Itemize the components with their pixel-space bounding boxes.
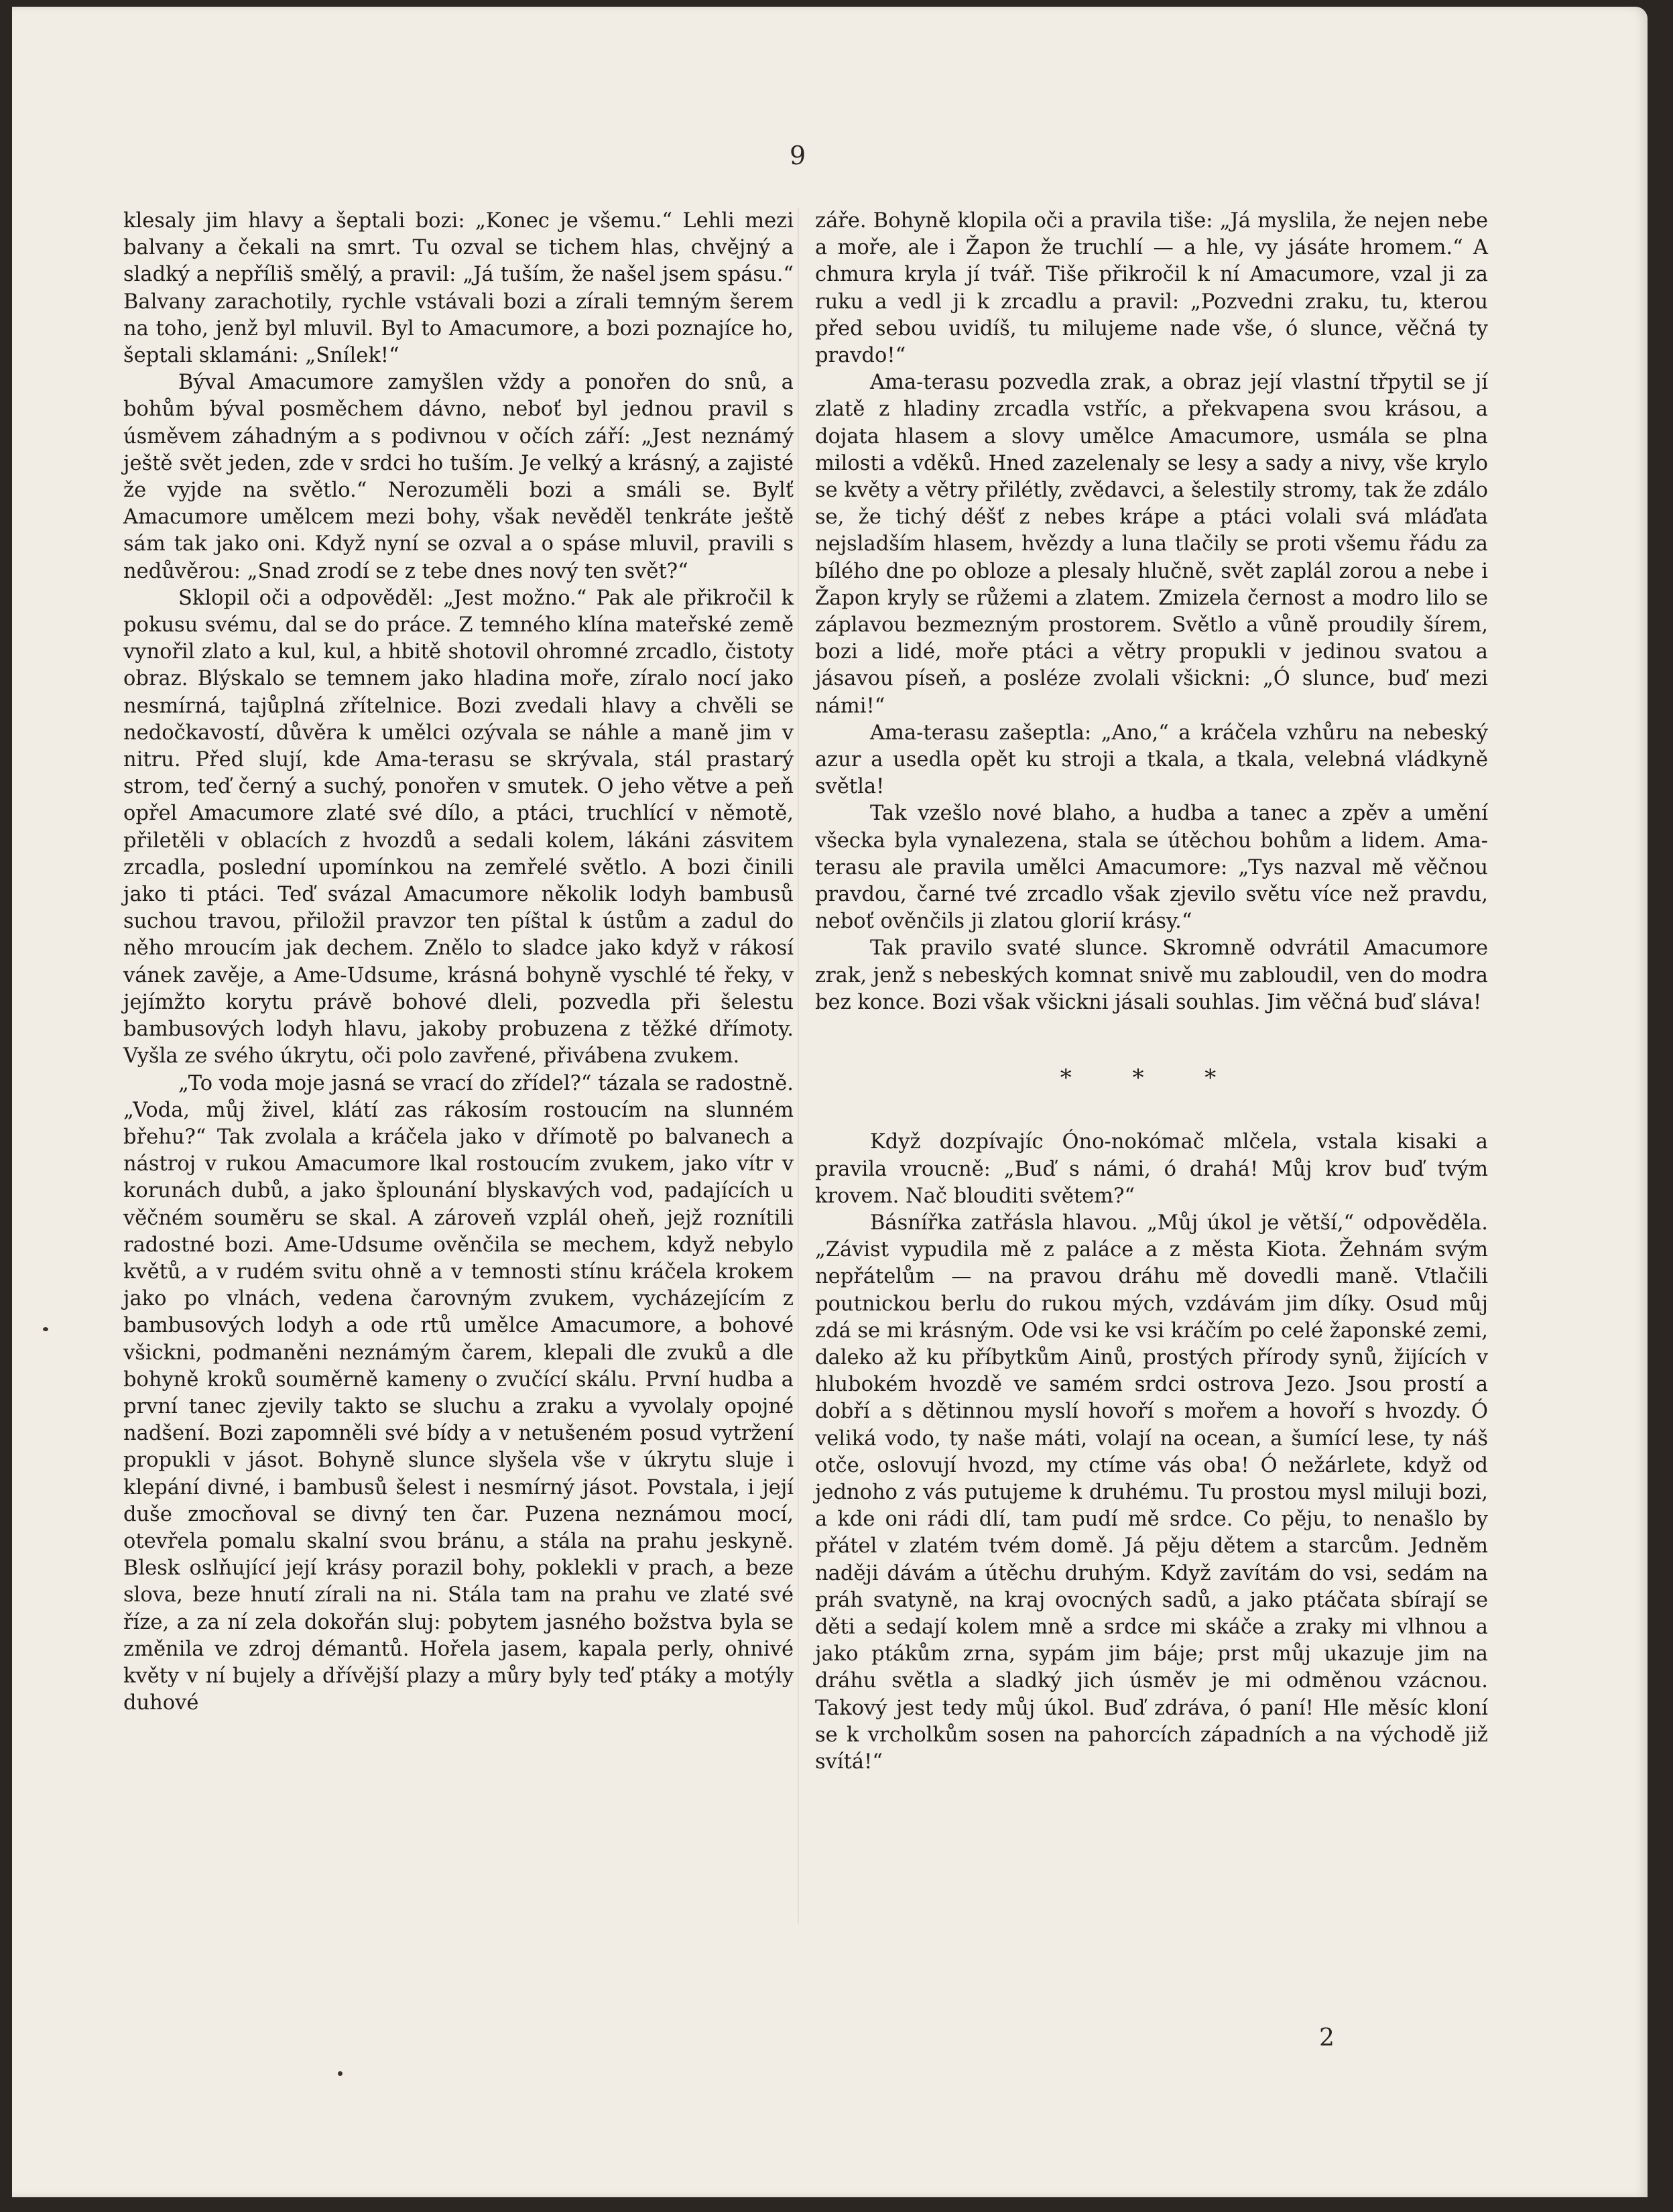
- right-column: [815, 208, 1488, 1776]
- paragraph: klesaly jim hlavy a šeptali bozi: „Konec je všemu.“ Lehli mezi balvany a čekali na smrt. Tu ozval se tichem hlas, chvějný a sladký a nepříliš smělý, a pravil: „Já tuším, že našel jsem spásu.“ Balvany zarachotily, rychle vstávali bozi a zírali temným šerem na toho, jenž byl mluvil. Byl to Amacumore, a bozi poznajíce ho, šeptali sklamáni: „Snílek!“: [123, 209, 794, 368]
- page-number: 9: [790, 141, 806, 170]
- paragraph: Tak pravilo svaté slunce. Skromně odvrátil Amacumore zrak, jenž s nebeských komnat snivě mu zabloudil, ven do modra bez konce. Bozi však všickni jásali souhlas. Jim věčná buď sláva!: [815, 936, 1488, 1014]
- paragraph: Když dozpívajíc Óno-nokómač mlčela, vstala kisaki a pravila vroucně: „Buď s námi, ó drahá! Můj krov buď tvým krovem. Nač blouditi světem?“: [815, 1130, 1488, 1208]
- sheet-signature-number: 2: [1319, 2024, 1335, 2052]
- paragraph: Ama-terasu pozvedla zrak, a obraz její vlastní třpytil se jí zlatě z hladiny zrcadla vstříc, a překvapena svou krásou, a dojata hlasem a slovy umělce Amacumore, usmála se plna milosti a vděků. Hned zazelenaly se lesy a sady a nivy, vše krylo se květy a větry přilétly, zvědavci, a šelestily stromy, tak že zdálo se, že tichý déšť z nebes krápe a ptáci volali svá mláďata nejsladším hlasem, hvězdy a luna tlačily se proti všemu řádu za bílého dne po obloze a plesaly hlučně, svět zaplál zorou a nebe i Žapon kryly se růžemi a zlatem. Zmizela černost a modro lilo se záplavou bezmezným prostorem. Světlo a vůně proudily šírem, bozi a lidé, moře ptáci a větry propukli v jedinou svatou a jásavou píseň, a posléze zvolali všickni: „Ó slunce, buď mezi námi!“: [815, 371, 1488, 718]
- paragraph: Ama-terasu zašeptla: „Ano,“ a kráčela vzhůru na nebeský azur a usedla opět ku stroji a tkala, a tkala, velebná vládkyně světla!: [815, 721, 1488, 799]
- section-break-asterism: * * *: [1060, 1064, 1243, 1092]
- paragraph: Sklopil oči a odpověděl: „Jest možno.“ Pak ale přikročil k pokusu svému, dal se do práce. Z temného klína mateřské země vynořil zlato a kul, kul, a hbitě shotovil ohromné zrcadlo, čistoty obraz. Blýskalo se temnem jako hladina moře, zíralo nocí jako nesmírná, tajůplná zřítelnice. Bozi zvedali hlavy a chvěli se nedočkavostí, důvěra k umělci ozývala se náhle a maně jim v nitru. Před slují, kde Ama-terasu se skrývala, stál prastarý strom, teď černý a suchý, ponořen v smutek. O jeho větve a peň opřel Amacumore zlaté své dílo, a ptáci, truchlící v němotě, přiletěli v oblacích z hvozdů a sedali kolem, lákáni zásvitem zrcadla, poslední upomínkou na zemřelé světlo. A bozi činili jako ti ptáci. Teď svázal Amacumore několik lodyh bambusů suchou travou, přiložil pravzor ten píštal k ústům a zadul do něho mroucím jak dechem. Znělo to sladce jako když v rákosí vánek zavěje, a Ame-Udsume, krásná bohyně vyschlé té řeky, v jejímžto korytu právě bohové dleli, pozvedla při šelestu bambusových lodyh hlavu, jakoby probuzena z těžké dřímoty. Vyšla ze svého úkrytu, oči polo zavřené, přivábena zvukem.: [123, 586, 794, 1068]
- ink-speck: [43, 1327, 48, 1331]
- column-divider: [798, 208, 799, 1924]
- left-column: [123, 208, 794, 1717]
- ink-speck: [338, 2071, 343, 2076]
- paragraph: Býval Amacumore zamyšlen vždy a ponořen do snů, a bohům býval posměchem dávno, neboť byl jednou pravil s úsměvem záhadným a s podivnou v očích září: „Jest neznámý ještě svět jeden, zde v srdci ho tuším. Je velký a krásný, a zajisté že vyjde na světlo.“ Nerozuměli bozi a smáli se. Bylť Amacumore umělcem mezi bohy, však nevěděl tenkráte ještě sám tak jako oni. Když nyní se ozval a o spáse mluvil, pravili s nedůvěrou: „Snad zrodí se z tebe dnes nový ten svět?“: [123, 371, 794, 583]
- paragraph: Básnířka zatřásla hlavou. „Můj úkol je větší,“ odpověděla. „Závist vypudila mě z paláce a z města Kiota. Žehnám svým nepřátelům — na pravou dráhu mě dovedli maně. Vtlačili poutnickou berlu do rukou mých, vzdávám jim díky. Osud můj zdá se mi krásným. Ode vsi ke vsi kráčím po celé žaponské zemi, daleko až ku příbytkům Ainů, prostých přírody synů, žijících v hlubokém hvozdě ve samém srdci ostrova Jezo. Jsou prostí a dobří a s dětinnou myslí hovoří s mořem a hovoří s hvozdy. Ó veliká vodo, ty naše máti, volají na ocean, a šumící lese, ty náš otče, oslovují hvozd, my ctíme vás oba! Ó nežárlete, když od jednoho z vás putujeme k druhému. Tu prostou mysl miluji bozi, a kde oni rádi dlí, tam pudí mě srdce. Co pěju, to nenašlo by přátel v zlatém tvém domě. Já pěju dětem a starcům. Jedněm naději dávám a útěchu druhým. Když zavítám do vsi, sedám na práh svatyně, na kraj ovocných sadů, a jako ptáčata sbírají se děti a sedají kolem mně a srdce mi skáče a zraky mi vlhnou a jako ptákům zrna, sypám jim báje; prst můj ukazuje jim na dráhu světla a sladký jich úsměv je mi odměnou vzácnou. Takový jest tedy můj úkol. Buď zdráva, ó paní! Hle měsíc kloní se k vrcholkům sosen na pahorcích západních a na východě již svítá!“: [815, 1211, 1488, 1774]
- paragraph: „To voda moje jasná se vrací do zřídel?“ tázala se radostně. „Voda, můj živel, klátí zas rákosím rostoucím na slunném břehu?“ Tak zvolala a kráčela jako v dřímotě po balvanech a nástroj v rukou Amacumore lkal rostoucím zvukem, jako vítr v korunách dubů, a jako šplounání blyskavých vod, padajících u věčném souměru se skal. A zároveň vzplál oheň, jejž roznítili radostné bozi. Ame-Udsume ověnčila se mechem, když nebylo květů, a v rudém svitu ohně a v temnosti stínu kráčela krokem jako po vlnách, vedena čarovným zvukem, vycházejícím z bambusových lodyh a ode rtů umělce Amacumore, a bohové všickni, podmaněni neznámým čarem, klepali dle zvuků a dle bohyně kroků souměrně kameny o zvučící skálu. První hudba a první tanec zjevily takto se sluchu a zraku a vyvolaly opojné nadšení. Bozi zapomněli své bídy a v netušeném posud vytržení propukli v jásot. Bohyně slunce slyšela vše v úkrytu sluje i klepání divné, i bambusů šelest i nesmírný jásot. Povstala, i její duše zmocňoval se divný ten čar. Puzena neznámou mocí, otevřela pomalu skalní svou bránu, a stála na prahu jeskyně. Blesk oslňující její krásy porazil bohy, poklekli v prach, a beze slova, beze hnutí zírali na ni. Stála tam na prahu ve zlaté své říze, a za ní zela dokořán sluj: pobytem jasného božstva byla se změnila ve zdroj démantů. Hořela jasem, kapala perly, ohnivé květy v ní bujely a dřívější plazy a můry byly teď ptáky a motýly duhové: [123, 1071, 794, 1715]
- paragraph: Tak vzešlo nové blaho, a hudba a tanec a zpěv a umění všecka byla vynalezena, stala se útěchou bohům a lidem. Ama-terasu ale pravila umělci Amacumore: „Tys nazval mě věčnou pravdou, čarné tvé zrcadlo však zjevilo světu více než pravdu, neboť ověnčils ji zlatou glorií krásy.“: [815, 802, 1488, 934]
- paragraph: záře. Bohyně klopila oči a pravila tiše: „Já myslila, že nejen nebe a moře, ale i Žapon že truchlí — a hle, vy jásáte hromem.“ A chmura kryla jí tvář. Tiše přikročil k ní Amacumore, vzal ji za ruku a vedl ji k zrcadlu a pravil: „Pozvedni zraku, tu, kterou před sebou uvidíš, tu milujeme nade vše, ó slunce, věčná ty pravdo!“: [815, 209, 1488, 368]
- book-page: [12, 7, 1648, 2197]
